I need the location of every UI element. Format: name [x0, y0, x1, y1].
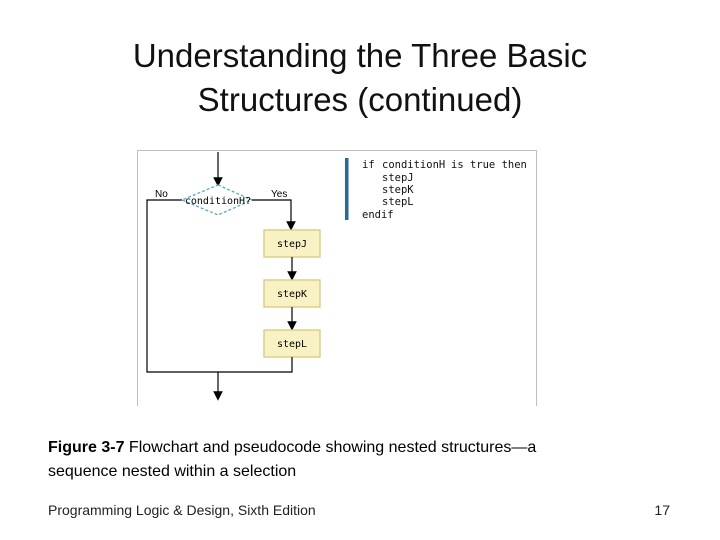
- pseudocode-stepl: stepL: [382, 196, 414, 208]
- pseudocode-bar: [345, 158, 349, 220]
- caption-text-line2: sequence nested within a selection: [48, 463, 297, 480]
- figure-label: Figure 3-7: [48, 439, 125, 456]
- footer-book-title: Programming Logic & Design, Sixth Edition: [48, 502, 316, 518]
- no-branch-line: [147, 200, 218, 372]
- yes-branch-line: [252, 200, 291, 226]
- title-line-1: Understanding the Three Basic: [132, 37, 588, 74]
- pseudocode-if: if: [362, 159, 375, 171]
- stepj-label: stepJ: [276, 239, 308, 250]
- footer-page-number: 17: [654, 502, 670, 518]
- pseudocode-endif: endif: [362, 209, 394, 221]
- stepl-label: stepL: [276, 339, 308, 350]
- slide-title: [0, 34, 720, 122]
- pseudocode-stepk: stepK: [382, 184, 414, 196]
- stepl-to-join: [218, 357, 292, 372]
- stepk-label: stepK: [276, 289, 308, 300]
- pseudocode-condition: conditionH: [382, 159, 446, 171]
- flowchart-figure: [137, 150, 537, 406]
- title-line-2: Structures (continued): [197, 81, 523, 118]
- pseudocode-then: is true then: [451, 159, 527, 171]
- yes-label: Yes: [271, 189, 288, 200]
- figure-caption: [48, 436, 668, 484]
- no-label: No: [155, 189, 168, 200]
- decision-label: conditionH?: [184, 196, 252, 207]
- pseudocode-stepj: stepJ: [382, 172, 414, 184]
- caption-text-line1: Flowchart and pseudocode showing nested structures—a: [128, 439, 537, 456]
